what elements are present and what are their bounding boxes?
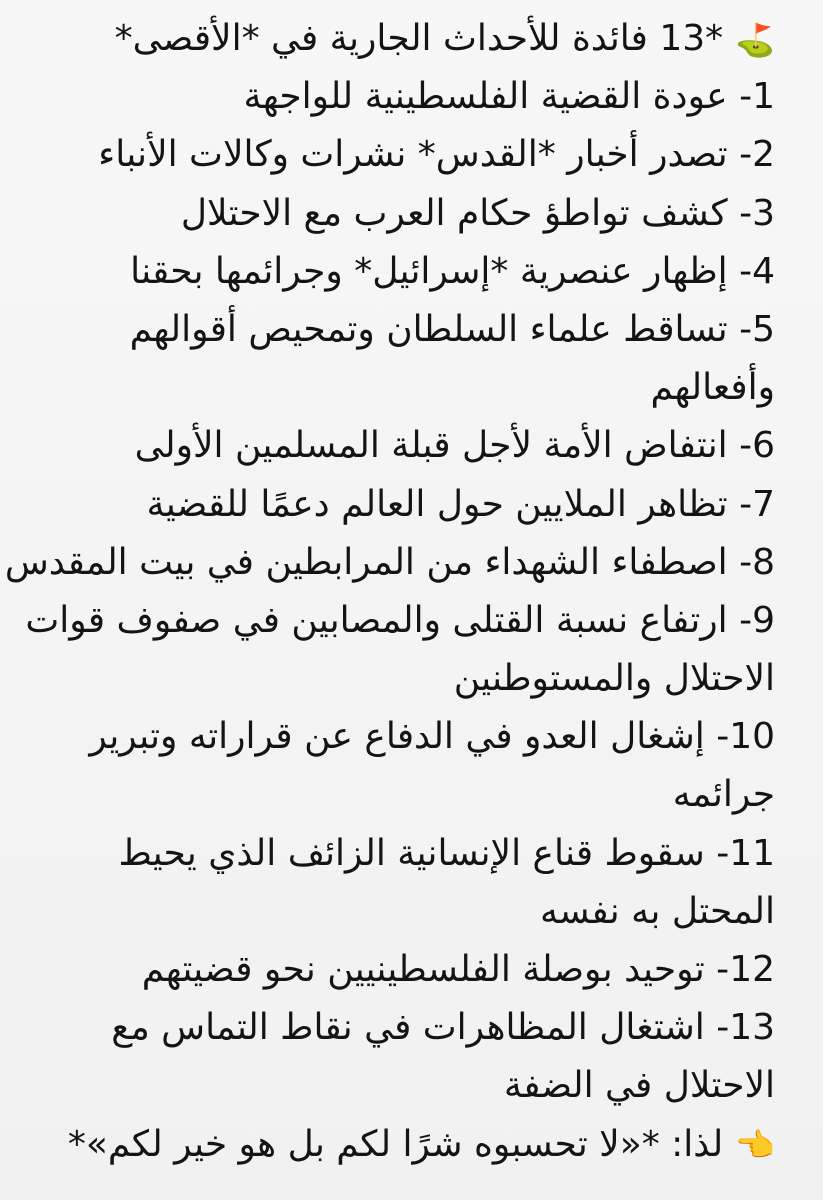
note-title (48, 10, 775, 68)
list-item-2: 2- تصدر أخبار *القدس* نشرات وكالات الأنباء (98, 134, 775, 176)
list-item-7: 7- تظاهر الملايين حول العالم دعمًا للقضية (146, 483, 775, 525)
pointing-hand-icon: 👈 (735, 1126, 775, 1165)
list-item-9-continued: الاحتلال والمستوطنين (453, 658, 775, 700)
list-item-5-continued: وأفعالهم (650, 367, 775, 409)
golf-flag-icon: ⛳ (735, 20, 775, 59)
list-item-11-continued: المحتل به نفسه (539, 890, 775, 932)
footer-text: لذا: *«لا تحسبوه شرًا لكم بل هو خير لكم»* (67, 1123, 724, 1165)
list-item-3: 3- كشف تواطؤ حكام العرب مع الاحتلال (180, 192, 775, 234)
title-text: *13 فائدة للأحداث الجارية في *الأقصى* (114, 18, 724, 59)
list-item-10: 10- إشغال العدو في الدفاع عن قراراته وتبرير (89, 716, 775, 758)
list-item-4: 4- إظهار عنصرية *إسرائيل* وجرائمها بحقنا (130, 250, 775, 292)
list-item-5: 5- تساقط علماء السلطان وتمحيص أقوالهم (129, 308, 775, 350)
list-item-13-continued: الاحتلال في الضفة (503, 1065, 775, 1107)
list-item-9: 9- ارتفاع نسبة القتلى والمصابين في صفوف قوات (25, 599, 775, 641)
list-item-13: 13- اشتغال المظاهرات في نقاط التماس مع (111, 1007, 775, 1049)
list-item-11: 11- سقوط قناع الإنسانية الزائف الذي يحيط (118, 832, 775, 874)
list-item-8: 8- اصطفاء الشهداء من المرابطين في بيت المقدس (4, 541, 775, 583)
list-item-12: 12- توحيد بوصلة الفلسطينيين نحو قضيتهم (141, 949, 775, 990)
list-item-6: 6- انتفاض الأمة لأجل قبلة المسلمين الأولى (134, 425, 775, 467)
list-item-10-continued: جرائمه (672, 774, 775, 816)
note-footer (48, 1116, 775, 1174)
list-item-1: 1- عودة القضية الفلسطينية للواجهة (243, 76, 775, 118)
